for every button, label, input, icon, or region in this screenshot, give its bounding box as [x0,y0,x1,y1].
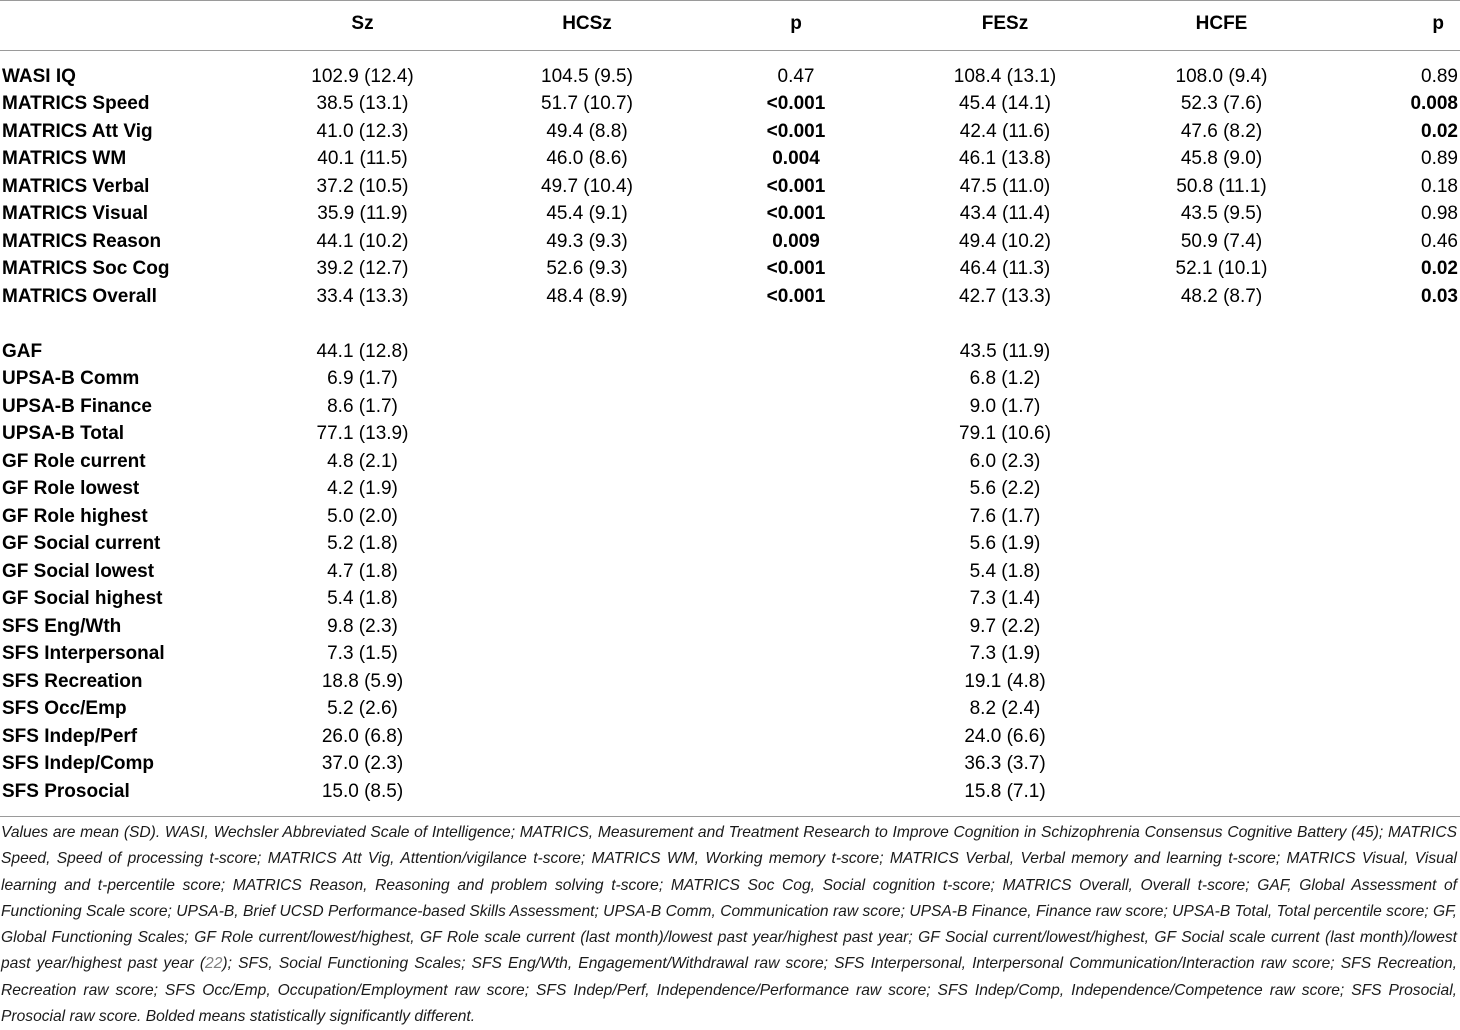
cell-fesz: 47.5 (11.0) [959,175,1051,197]
table-row [0,751,1460,779]
cell-p-fesz [1338,751,1460,779]
cell-sz: 41.0 (12.3) [316,120,409,142]
row-label: MATRICS WM [2,148,127,170]
cell-p-fesz [1338,778,1460,816]
table-row [0,283,1460,311]
cell-p-fesz [1338,338,1460,366]
cell-sz: 26.0 (6.8) [321,725,404,747]
cell-hcfe [1105,696,1338,724]
cell-p-fesz [1338,531,1460,559]
row-label: MATRICS Visual [2,203,149,225]
spacer-cell [1338,311,1460,339]
spacer-cell [238,311,487,339]
cell-hcfe [1105,751,1338,779]
cell-fesz: 45.4 (14.1) [959,93,1051,115]
cell-p-sz [687,558,905,586]
spacer-cell [487,311,687,339]
header-label-cell [0,1,238,51]
cell-p-fesz [1338,476,1460,504]
cell-fesz: 79.1 (10.6) [959,423,1051,445]
cell-p-fesz: 0.89 [1421,148,1458,170]
row-label: WASI IQ [2,65,76,87]
cell-hcfe [1105,723,1338,751]
row-label: SFS Eng/Wth [2,615,122,637]
table-row [0,228,1460,256]
cell-hcfe [1105,421,1338,449]
cell-p-sz [687,448,905,476]
cell-hcfe: 50.8 (11.1) [1176,175,1267,197]
cell-fesz: 8.2 (2.4) [969,698,1041,720]
footnote-text-part1: Values are mean (SD). WASI, Wechsler Abbreviated Scale of Intelligence; MATRICS, Measurement and Treatment Research to Improve Cognition in Schizophrenia Consensus Cognitive Battery (45); MATRICS Speed, Speed of processing t-score; MATRICS Att Vig, Attention/vigilance t-score; MATRICS WM, Working memory t-score; MATRICS Verbal, Verbal memory and learning t-score; MATRICS Visual, Visual learning and t-percentile score; MATRICS Reason, Reasoning and problem solving t-score; MATRICS Soc Cog, Social cognition t-score; MATRICS Overall, Overall t-score; GAF, Global Assessment of Functioning Scale score; UPSA-B, Brief UCSD Performance-based Skills Assessment; UPSA-B Comm, Communication raw score; UPSA-B Finance, Finance raw score; UPSA-B Total, Total percentile score; GF, Global Functioning Scales; GF Role current/lowest/highest, GF Role scale current (last month)/lowest past year/highest past year; GF Social current/lowest/highest, GF Social scale current (last month)/lowest past year/highest past year ( [1,824,1457,973]
row-label: UPSA-B Total [2,423,125,445]
table-row [0,778,1460,816]
cell-sz: 35.9 (11.9) [317,203,408,225]
cell-hcsz [487,778,687,816]
table-body [0,51,1460,817]
cell-sz: 7.3 (1.5) [327,643,398,665]
cell-hcfe [1105,586,1338,614]
table-row [0,338,1460,366]
cell-p-fesz: 0.02 [1421,120,1458,142]
spacer-cell [1105,311,1338,339]
cell-hcfe [1105,503,1338,531]
cell-fesz: 5.6 (1.9) [969,533,1041,555]
cell-fesz: 42.4 (11.6) [959,120,1051,142]
spacer-cell [0,311,238,339]
cell-hcfe [1105,476,1338,504]
cell-p-sz: 0.009 [772,230,820,252]
cell-hcfe: 47.6 (8.2) [1180,120,1263,142]
table-row [0,641,1460,669]
row-label: GF Role current [2,450,146,472]
cell-p-fesz [1338,668,1460,696]
table-row [0,586,1460,614]
row-label: GF Role lowest [2,478,140,500]
cell-p-fesz: 0.89 [1421,65,1458,87]
cell-sz: 6.9 (1.7) [327,368,398,390]
table-row [0,118,1460,146]
cell-fesz: 15.8 (7.1) [905,778,1105,816]
cell-hcsz [487,696,687,724]
cell-fesz: 6.0 (2.3) [969,450,1041,472]
cell-p-fesz: 0.46 [1421,230,1458,252]
row-label: GF Social highest [2,588,163,610]
cell-fesz: 9.7 (2.2) [969,615,1041,637]
cell-fesz: 7.3 (1.9) [969,643,1041,665]
cell-p-fesz [1338,613,1460,641]
cell-p-sz [687,613,905,641]
table-row [0,531,1460,559]
cell-hcsz [487,558,687,586]
header-hcsz: HCSz [487,1,687,51]
cell-fesz: 24.0 (6.6) [964,725,1046,747]
header-hcfe: HCFE [1105,1,1338,51]
cell-hcsz [487,751,687,779]
table-row [0,91,1460,119]
header-p-fesz: p [1338,1,1460,51]
row-label: GF Social lowest [2,560,155,582]
cell-fesz: 19.1 (4.8) [964,670,1046,692]
cell-p-sz [687,338,905,366]
cell-p-sz: <0.001 [766,120,826,142]
cell-hcfe [1105,366,1338,394]
cell-p-sz: <0.001 [766,258,826,280]
cell-p-fesz: 0.02 [1421,258,1458,280]
cell-hcsz [487,421,687,449]
row-label: MATRICS Soc Cog [2,258,170,280]
cell-fesz: 9.0 (1.7) [969,395,1041,417]
spacer-cell [687,311,905,339]
row-label: SFS Occ/Emp [2,698,127,720]
row-label: GF Role highest [2,505,148,527]
cell-hcsz [487,338,687,366]
cell-hcsz: 46.0 (8.6) [546,148,628,170]
table-row [0,448,1460,476]
table-row [0,696,1460,724]
cell-hcfe: 43.5 (9.5) [1180,203,1263,225]
cell-hcfe: 45.8 (9.0) [1180,148,1263,170]
cell-hcsz: 49.7 (10.4) [541,175,633,197]
cell-p-sz: 0.004 [772,148,820,170]
cell-hcfe: 108.0 (9.4) [1175,65,1268,87]
row-label: SFS Recreation [2,670,143,692]
table-row [0,558,1460,586]
section-spacer [0,311,1460,339]
cell-sz: 8.6 (1.7) [327,395,398,417]
cell-hcsz [487,641,687,669]
table-row [0,201,1460,229]
cell-hcfe: 50.9 (7.4) [1180,230,1263,252]
cell-p-fesz: 0.008 [1410,93,1458,115]
header-fesz: FESz [905,1,1105,51]
cell-sz: 38.5 (13.1) [316,93,409,115]
cell-p-fesz [1338,696,1460,724]
cell-sz: 4.2 (1.9) [327,478,398,500]
cell-hcfe: 52.3 (7.6) [1180,93,1263,115]
cell-p-sz [687,641,905,669]
cell-fesz: 46.4 (11.3) [959,258,1051,280]
table-row [0,421,1460,449]
cell-sz: 39.2 (12.7) [316,258,409,280]
table-row [0,393,1460,421]
cell-sz: 4.7 (1.8) [327,560,398,582]
cell-hcsz [487,393,687,421]
cell-hcfe: 52.1 (10.1) [1175,258,1268,280]
header-p-sz: p [687,1,905,51]
cell-hcsz: 52.6 (9.3) [546,258,628,280]
cell-hcsz: 45.4 (9.1) [546,203,628,225]
cell-hcsz [487,668,687,696]
cell-sz: 37.2 (10.5) [316,175,409,197]
cell-hcsz [487,531,687,559]
cell-p-fesz [1338,366,1460,394]
row-label: SFS Indep/Perf [2,725,138,747]
cell-hcsz [487,613,687,641]
footnote-text-part2: ); SFS, Social Functioning Scales; SFS Eng/Wth, Engagement/Withdrawal raw score; SFS Interpersonal, Interpersonal Communication/Interaction raw score; SFS Recreation, Recreation raw score; SFS Occ/Emp, Occupation/Employment raw score; SFS Indep/Perf, Independence/Performance raw score; SFS Indep/Comp, Independence/Competence raw score; SFS Prosocial, Prosocial raw score. Bolded means statistically significantly different. [1,955,1457,1026]
row-label: GAF [2,340,43,362]
header-row [0,1,1460,51]
cell-p-sz [687,696,905,724]
cell-hcsz [487,503,687,531]
row-label: MATRICS Verbal [2,175,150,197]
cell-hcfe [1105,668,1338,696]
cell-sz: 5.2 (1.8) [327,533,398,555]
table-row [0,173,1460,201]
row-label: MATRICS Reason [2,230,162,252]
cell-fesz: 43.5 (11.9) [959,340,1051,362]
cell-hcsz: 49.3 (9.3) [546,230,628,252]
cell-sz: 77.1 (13.9) [316,423,409,445]
cell-fesz: 43.4 (11.4) [959,203,1051,225]
cell-p-sz: <0.001 [766,175,826,197]
cell-sz: 102.9 (12.4) [311,65,414,87]
table-row [0,256,1460,284]
cell-p-fesz [1338,641,1460,669]
spacer-cell [905,311,1105,339]
table-header [0,1,1460,51]
cell-p-sz [687,778,905,816]
cell-fesz: 7.3 (1.4) [969,588,1041,610]
footnote-reference-link[interactable]: 22 [205,955,223,973]
cell-hcfe [1105,338,1338,366]
cell-fesz: 5.4 (1.8) [969,560,1041,582]
cell-p-sz: <0.001 [766,285,826,307]
cell-p-sz [687,531,905,559]
cell-sz: 4.8 (2.1) [327,450,398,472]
cell-p-fesz [1338,503,1460,531]
cell-p-sz [687,668,905,696]
cell-hcsz [487,586,687,614]
cell-hcsz [487,723,687,751]
cell-p-fesz [1338,586,1460,614]
table-row [0,51,1460,91]
row-label: UPSA-B Finance [2,395,152,417]
cell-hcsz: 51.7 (10.7) [541,93,633,115]
cell-hcfe [1105,448,1338,476]
cell-sz: 5.4 (1.8) [327,588,398,610]
cell-p-fesz [1338,448,1460,476]
row-label: MATRICS Overall [2,285,157,307]
cell-sz: 15.0 (8.5) [238,778,487,816]
cell-hcfe [1105,393,1338,421]
cell-hcsz [487,448,687,476]
cell-p-sz: <0.001 [766,203,826,225]
table-row [0,503,1460,531]
cell-hcsz [487,366,687,394]
row-label: SFS Prosocial [0,778,238,816]
cell-fesz: 7.6 (1.7) [969,505,1041,527]
cell-sz: 40.1 (11.5) [317,148,408,170]
cell-hcsz: 104.5 (9.5) [541,65,633,87]
cell-hcsz: 48.4 (8.9) [546,285,628,307]
cell-p-fesz [1338,393,1460,421]
cell-sz: 44.1 (10.2) [316,230,409,252]
cell-hcfe [1105,531,1338,559]
cell-sz: 44.1 (12.8) [316,340,409,362]
cell-sz: 5.0 (2.0) [327,505,398,527]
cell-hcfe [1105,558,1338,586]
cell-fesz: 6.8 (1.2) [969,368,1041,390]
cell-p-sz: 0.47 [777,65,815,87]
cell-hcfe [1105,641,1338,669]
cell-p-fesz: 0.18 [1421,175,1458,197]
cell-sz: 18.8 (5.9) [321,670,404,692]
cell-p-sz [687,503,905,531]
row-label: UPSA-B Comm [2,368,140,390]
cell-fesz: 42.7 (13.3) [959,285,1051,307]
cell-p-sz [687,586,905,614]
cell-hcfe [1105,778,1338,816]
cell-sz: 33.4 (13.3) [316,285,409,307]
cell-hcfe [1105,613,1338,641]
table-row [0,476,1460,504]
cell-p-sz [687,366,905,394]
cell-hcsz: 49.4 (8.8) [546,120,628,142]
cell-p-sz [687,723,905,751]
row-label: MATRICS Speed [2,93,150,115]
table-row [0,723,1460,751]
cell-p-sz [687,751,905,779]
cell-fesz: 36.3 (3.7) [964,753,1046,775]
cell-sz: 5.2 (2.6) [327,698,398,720]
cell-fesz: 46.1 (13.8) [959,148,1051,170]
row-label: SFS Indep/Comp [2,753,154,775]
cell-p-sz [687,393,905,421]
row-label: MATRICS Att Vig [2,120,153,142]
cell-p-sz [687,476,905,504]
cell-p-sz: <0.001 [766,93,826,115]
table-row [0,668,1460,696]
table-row [0,613,1460,641]
table-row [0,146,1460,174]
table-row [0,366,1460,394]
header-sz: Sz [238,1,487,51]
cell-p-fesz [1338,723,1460,751]
cell-fesz: 49.4 (10.2) [959,230,1051,252]
cell-fesz: 5.6 (2.2) [969,478,1041,500]
row-label: SFS Interpersonal [2,643,165,665]
cell-sz: 9.8 (2.3) [327,615,398,637]
cell-hcsz [487,476,687,504]
cell-hcfe: 48.2 (8.7) [1180,285,1263,307]
table-footnote [1,820,1457,1030]
cell-sz: 37.0 (2.3) [321,753,404,775]
cell-p-sz [687,421,905,449]
cell-p-fesz [1338,558,1460,586]
cell-p-fesz [1338,421,1460,449]
row-label: GF Social current [2,533,161,555]
cell-fesz: 108.4 (13.1) [953,65,1057,87]
cell-p-fesz: 0.03 [1421,285,1458,307]
cell-p-fesz: 0.98 [1421,203,1458,225]
